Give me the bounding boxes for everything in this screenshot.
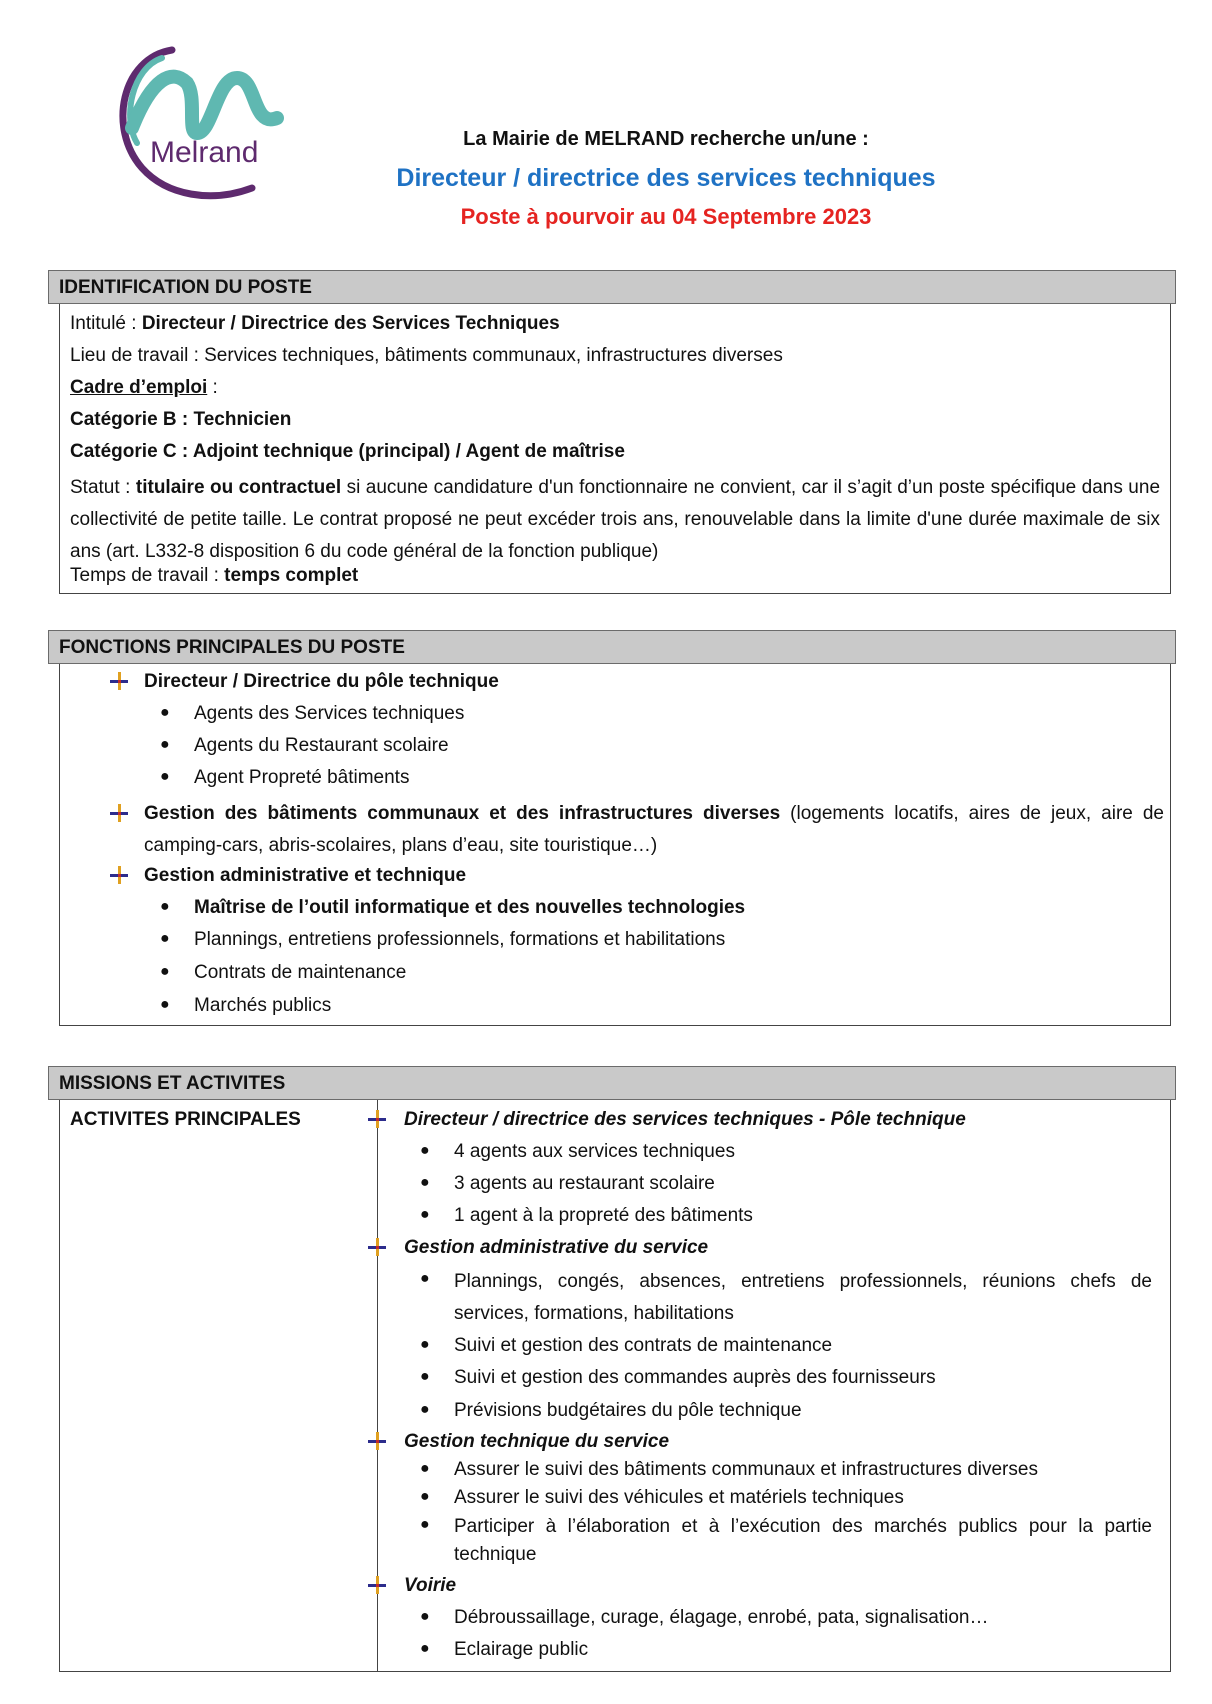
mission-group-1-sub: 3 agents au restaurant scolaire (454, 1173, 715, 1194)
intitule-line: Intitulé : Directeur / Directrice des Services Techniques (70, 313, 560, 334)
bullet-icon: ● (160, 768, 170, 785)
mission-group-3: Gestion technique du service (404, 1431, 670, 1452)
mission-group-3-sub: Assurer le suivi des véhicules et matériels techniques (454, 1487, 904, 1508)
header-start-date: Poste à pourvoir au 04 Septembre 2023 (460, 204, 872, 229)
bullet-icon: ● (420, 1206, 430, 1223)
bullet-icon: ● (420, 1401, 430, 1418)
temps-line: Temps de travail : temps complet (70, 565, 359, 586)
fonction-item-1-sub: Agents des Services techniques (194, 703, 465, 724)
header-line1: La Mairie de MELRAND recherche un/une : (463, 128, 869, 150)
bullet-icon: ● (420, 1174, 430, 1191)
mission-group-3-sub: Assurer le suivi des bâtiments communaux et infrastructures diverses (454, 1459, 1038, 1480)
mission-group-2: Gestion administrative du service (404, 1237, 709, 1258)
bullet-icon: ● (420, 1608, 430, 1625)
arrow-bullet-icon (110, 672, 128, 690)
bullet-icon: ● (160, 704, 170, 721)
bullet-icon: ● (160, 736, 170, 753)
mission-group-4-sub: Eclairage public (454, 1639, 589, 1660)
section-missions-body (59, 1100, 1171, 1672)
mission-group-2-sub: Suivi et gestion des commandes auprès des fournisseurs (454, 1367, 936, 1388)
mission-group-1: Directeur / directrice des services techniques - Pôle technique (404, 1109, 966, 1130)
section-fonctions-title: FONCTIONS PRINCIPALES DU POSTE (48, 630, 1176, 664)
bullet-icon: ● (160, 930, 170, 947)
fonction-item-3: Gestion administrative et technique (144, 865, 467, 886)
mission-group-4: Voirie (404, 1575, 457, 1596)
fonction-item-2: Gestion des bâtiments communaux et des infrastructures diverses (logements locatifs, aires de jeux, aire de camping-cars, abris-scolaires, plans d’eau, site touristique…) (144, 803, 1165, 856)
bullet-icon: ● (160, 898, 170, 915)
section-missions-title: MISSIONS ET ACTIVITES (48, 1066, 1176, 1100)
arrow-bullet-icon (368, 1238, 386, 1256)
lieu-line: Lieu de travail : Services techniques, bâtiments communaux, infrastructures diverses (70, 345, 783, 366)
arrow-bullet-icon (368, 1432, 386, 1450)
bullet-icon: ● (420, 1640, 430, 1657)
section-identification-body (59, 304, 1171, 594)
categorie-c: Catégorie C : Adjoint technique (principal) / Agent de maîtrise (70, 441, 625, 462)
section-identification-title: IDENTIFICATION DU POSTE (48, 270, 1176, 304)
fonction-item-3-sub: Maîtrise de l’outil informatique et des nouvelles technologies (194, 897, 746, 918)
section-fonctions-body (59, 664, 1171, 1026)
bullet-icon: ● (420, 1270, 430, 1287)
mission-group-4-sub: Débroussaillage, curage, élagage, enrobé, pata, signalisation… (454, 1607, 989, 1628)
activites-principales-label: ACTIVITES PRINCIPALES (70, 1109, 301, 1130)
bullet-icon: ● (160, 963, 170, 980)
cadre-line: Cadre d’emploi : (70, 377, 218, 398)
fonction-item-3-sub: Contrats de maintenance (194, 962, 407, 983)
fonction-item-1-sub: Agent Propreté bâtiments (194, 767, 410, 788)
arrow-bullet-icon (368, 1110, 386, 1128)
fonction-item-1: Directeur / Directrice du pôle technique (144, 671, 499, 692)
mission-group-3-sub: Participer à l’élaboration et à l’exécution des marchés publics pour la partie technique (454, 1516, 1152, 1565)
statut-paragraph: Statut : titulaire ou contractuel si aucune candidature d'un fonctionnaire ne convient, car il s’agit d’un poste spécifique dans une collectivité de petite taille. Le contrat proposé ne peut excéder trois ans, renouvelable dans la limite d'une durée maximale de six ans (art. L332-8 disposition 6 du code général de la fonction publique) (70, 477, 1161, 562)
bullet-icon: ● (420, 1516, 430, 1533)
mission-group-1-sub: 4 agents aux services techniques (454, 1141, 735, 1162)
bullet-icon: ● (160, 996, 170, 1013)
categorie-b: Catégorie B : Technicien (70, 409, 292, 430)
mission-group-2-sub: Prévisions budgétaires du pôle technique (454, 1400, 802, 1421)
logo-text: Melrand (150, 136, 259, 169)
bullet-icon: ● (420, 1142, 430, 1159)
arrow-bullet-icon (110, 804, 128, 822)
bullet-icon: ● (420, 1488, 430, 1505)
mission-group-2-sub: Suivi et gestion des contrats de maintenance (454, 1335, 833, 1356)
mission-group-2-sub: Plannings, congés, absences, entretiens professionnels, réunions chefs de services, formations, habilitations (454, 1271, 1152, 1324)
bullet-icon: ● (420, 1336, 430, 1353)
bullet-icon: ● (420, 1368, 430, 1385)
mission-group-1-sub: 1 agent à la propreté des bâtiments (454, 1205, 753, 1226)
bullet-icon: ● (420, 1460, 430, 1477)
fonction-item-1-sub: Agents du Restaurant scolaire (194, 735, 449, 756)
fonction-item-3-sub: Plannings, entretiens professionnels, formations et habilitations (194, 929, 726, 950)
arrow-bullet-icon (368, 1576, 386, 1594)
header-job-title: Directeur / directrice des services techniques (396, 164, 936, 192)
arrow-bullet-icon (110, 866, 128, 884)
fonction-item-3-sub: Marchés publics (194, 995, 332, 1016)
